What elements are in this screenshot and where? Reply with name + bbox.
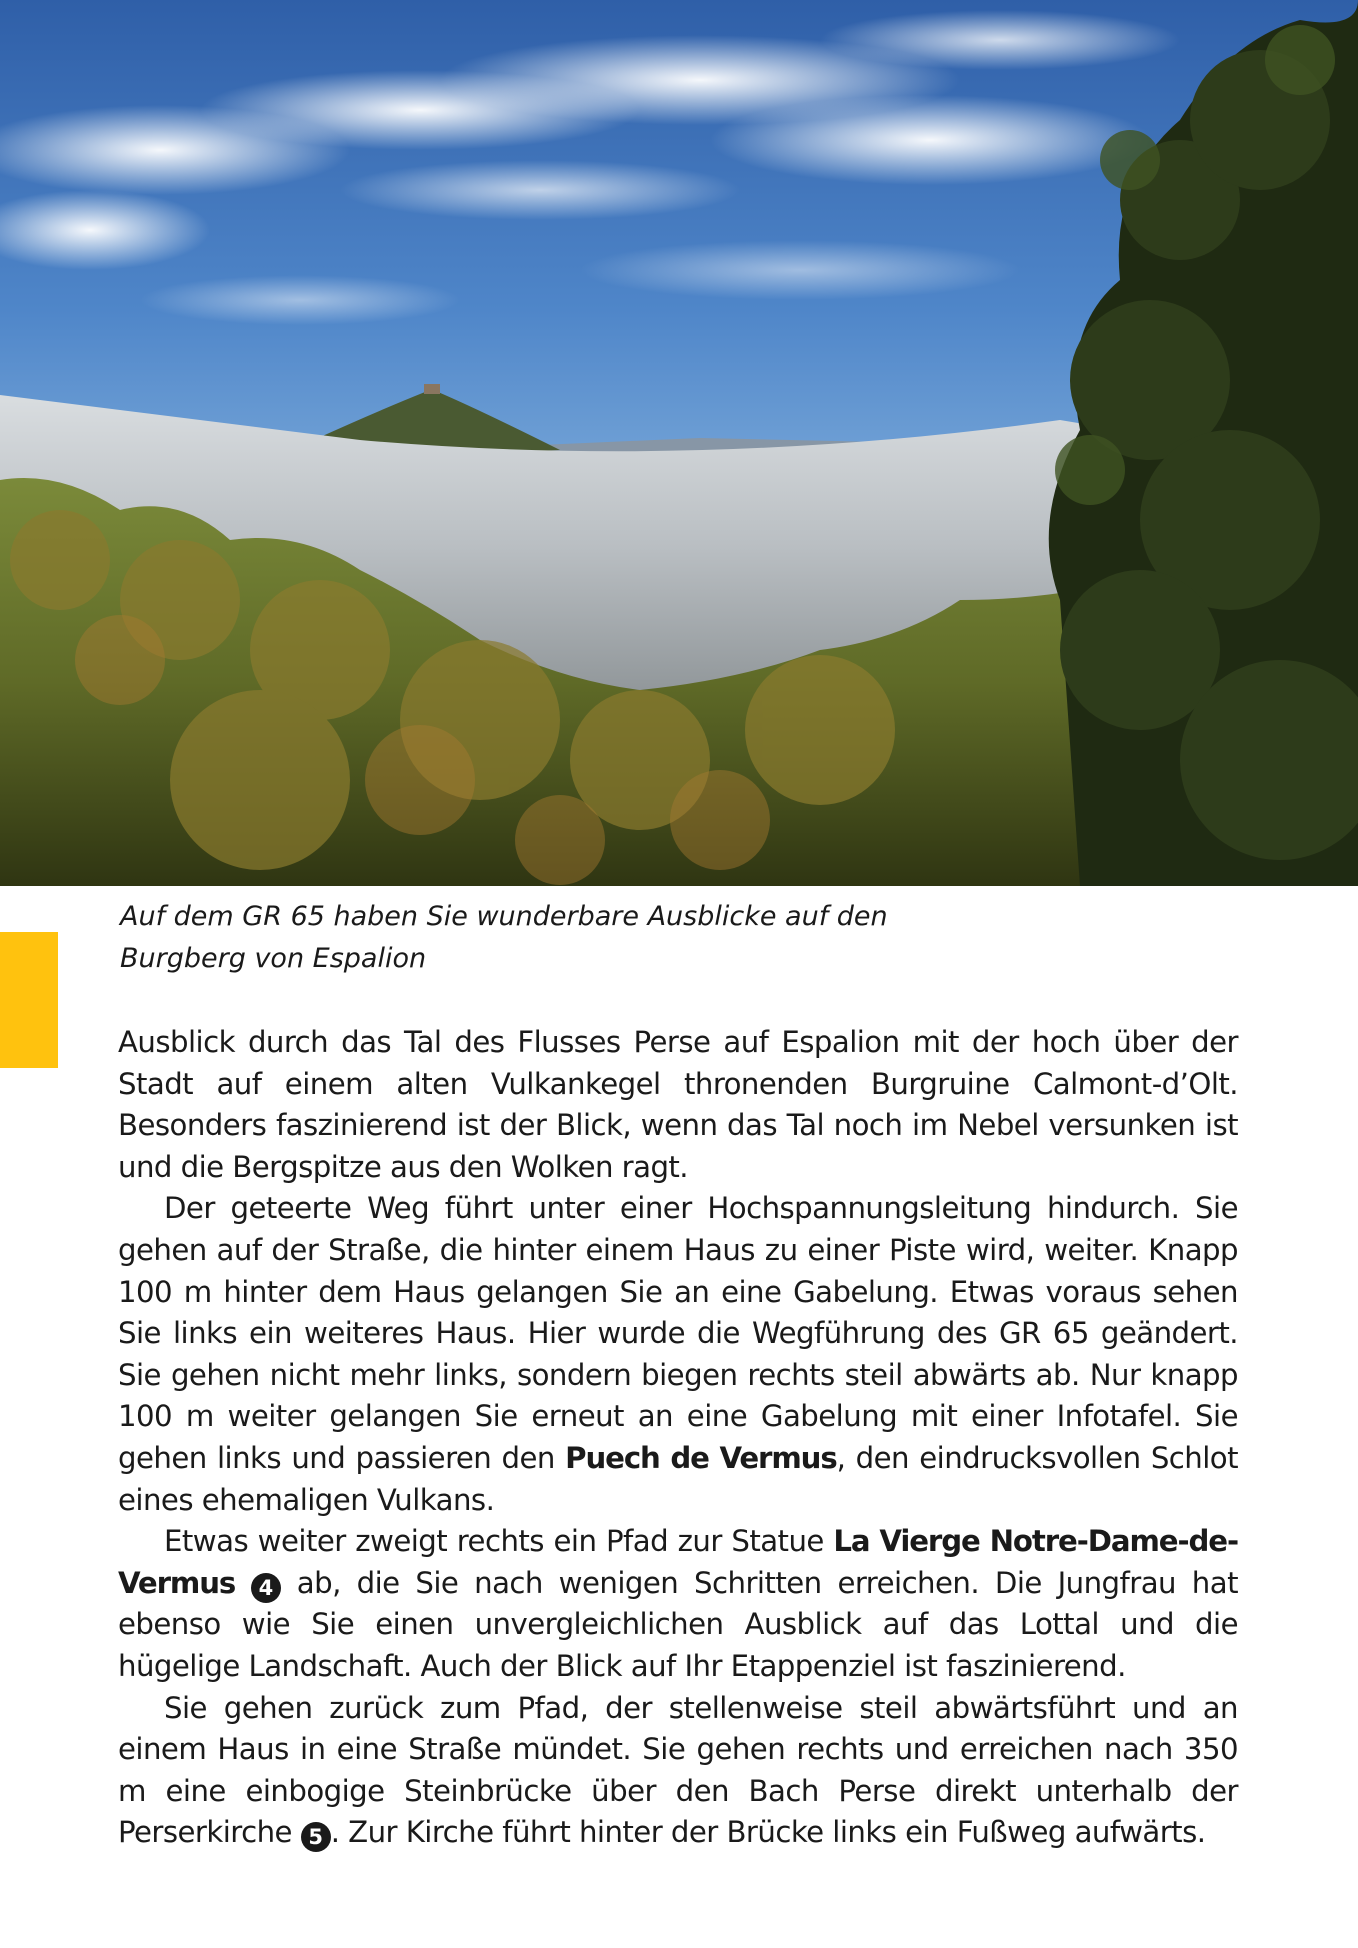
waypoint-5-badge: 5	[301, 1822, 331, 1852]
place-name-la-vierge: La Vierge Notre-Dame-de-Vermus	[118, 1524, 1238, 1600]
paragraph-1	[118, 1022, 1238, 1188]
landscape-photo	[0, 0, 1358, 886]
body-text	[118, 1022, 1238, 1854]
paragraph-2-text-a: Der geteerte Weg führt unter einer Hochspannungsleitung hindurch. Sie gehen auf der Straße, die hinter einem Haus zu einer Piste wird, weiter. Knapp 100 m hinter dem Haus gelangen Sie an eine Gabelung. Etwas voraus sehen Sie links ein weiteres Haus. Hier wurde die Wegführung des GR 65 geändert. Sie gehen nicht mehr links, sondern biegen rechts steil abwärts ab. Nur knapp 100 m weiter gelangen Sie erneut an eine Gabelung mit einer Infotafel. Sie gehen links und passieren den	[118, 1191, 1238, 1475]
paragraph-2-text-b: , den eindrucksvollen Schlot eines ehemaligen Vulkans.	[118, 1440, 1238, 1517]
photo-caption	[120, 896, 1240, 980]
paragraph-4-text-b: . Zur Kirche führt hinter der Brücke links ein Fußweg aufwärts.	[330, 1815, 1206, 1850]
paragraph-4	[118, 1688, 1238, 1854]
caption-line-1: Auf dem GR 65 haben Sie wunderbare Ausblicke auf den	[120, 901, 888, 932]
paragraph-3	[118, 1521, 1238, 1687]
paragraph-2	[118, 1188, 1238, 1521]
paragraph-1-text: Ausblick durch das Tal des Flusses Perse auf Espalion mit der hoch über der Stadt auf einem alten Vulkankegel thronenden Burgruine Calmont-d’Olt. Besonders faszinierend ist der Blick, wenn das Tal noch im Nebel versunken ist und die Bergspitze aus den Wolken ragt.	[118, 1025, 1238, 1184]
paragraph-3-text-a: Etwas weiter zweigt rechts ein Pfad zur Statue	[164, 1524, 834, 1559]
place-name-puech-de-vermus: Puech de Vermus	[565, 1440, 837, 1475]
caption-line-2: Burgberg von Espalion	[120, 943, 427, 974]
chapter-marker-tab	[0, 932, 58, 1068]
paragraph-4-text-a: Sie gehen zurück zum Pfad, der stellenweise steil abwärtsführt und an einem Haus in eine Straße mündet. Sie gehen rechts und erreichen nach 350 m eine einbogige Steinbrücke über den Bach Perse direkt unterhalb der Perserkirche	[118, 1690, 1238, 1850]
waypoint-4-badge: 4	[251, 1573, 281, 1603]
paragraph-3-text-b: ab, die Sie nach wenigen Schritten erreichen. Die Jungfrau hat ebenso wie Sie einen unvergleichlichen Ausblick auf das Lottal und die hügelige Landschaft. Auch der Blick auf Ihr Etappenziel ist faszinierend.	[118, 1565, 1238, 1683]
